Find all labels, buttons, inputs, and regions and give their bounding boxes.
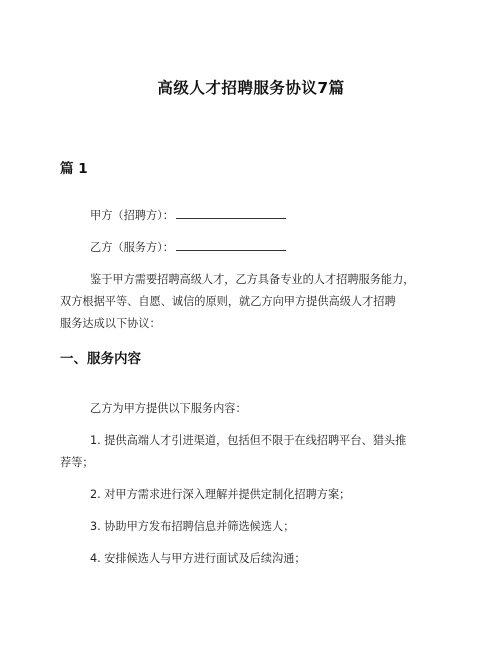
chapter-heading-1: 一、服务内容 bbox=[60, 351, 141, 367]
service-item-line: 4. 安排候选人与甲方进行面试及后续沟通； bbox=[90, 552, 306, 565]
service-item-line: 3. 协助甲方发布招聘信息并筛选候选人； bbox=[90, 520, 295, 533]
intro-paragraph bbox=[60, 269, 452, 335]
service-item-1 bbox=[60, 430, 452, 474]
intro-line: 服务达成以下协议： bbox=[60, 317, 161, 330]
service-item-line: 2. 对甲方需求进行深入理解并提供定制化招聘方案； bbox=[90, 488, 351, 501]
party-a-line bbox=[60, 205, 452, 227]
service-lead bbox=[60, 398, 452, 420]
service-item-3 bbox=[60, 516, 452, 538]
intro-line: 鉴于甲方需要招聘高级人才，乙方具备专业的人才招聘服务能力， bbox=[90, 273, 415, 286]
party-b-line bbox=[60, 237, 452, 259]
party-a-blank bbox=[176, 206, 286, 219]
service-item-2 bbox=[60, 484, 452, 506]
section-heading-1: 篇 1 bbox=[60, 161, 88, 177]
service-lead-text: 乙方为甲方提供以下服务内容： bbox=[90, 402, 247, 415]
intro-line: 双方根据平等、自愿、诚信的原则，就乙方向甲方提供高级人才招聘 bbox=[60, 295, 396, 308]
service-item-4 bbox=[60, 548, 452, 570]
document-title: 高级人才招聘服务协议7篇 bbox=[157, 79, 345, 97]
party-b-label: 乙方（服务方）： bbox=[90, 241, 174, 254]
party-a-label: 甲方（招聘方）： bbox=[90, 209, 174, 222]
service-item-line: 荐等； bbox=[60, 456, 94, 469]
service-item-line: 1. 提供高端人才引进渠道，包括但不限于在线招聘平台、猎头推 bbox=[90, 434, 407, 447]
party-b-blank bbox=[176, 238, 286, 251]
